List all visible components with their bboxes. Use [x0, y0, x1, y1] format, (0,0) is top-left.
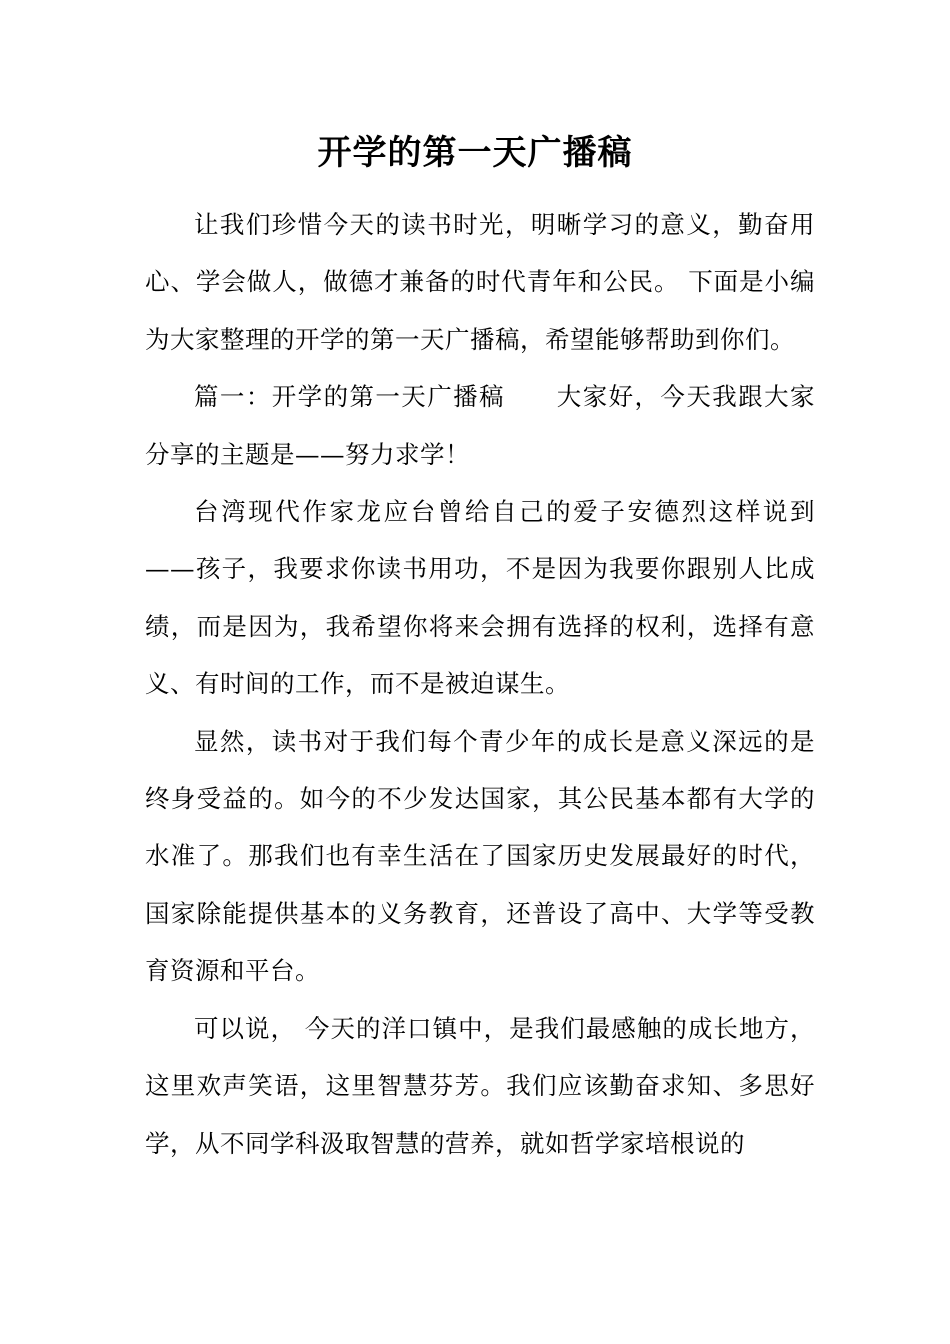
- paragraph-intro: 让我们珍惜今天的读书时光，明晰学习的意义，勤奋用心、学会做人，做德才兼备的时代青年和公民。 下面是小编为大家整理的开学的第一天广播稿，希望能够帮助到你们。: [145, 210, 815, 354]
- document-body: [145, 196, 815, 1172]
- paragraph-reading-meaning: 显然，读书对于我们每个青少年的成长是意义深远的是终身受益的。如今的不少发达国家，其公民基本都有大学的水准了。那我们也有幸生活在了国家历史发展最好的时代，国家除能提供基本的义务教育，还普设了高中、大学等受教育资源和平台。: [145, 726, 815, 986]
- paragraph-quote: 台湾现代作家龙应台曾给自己的爱子安德烈这样说到——孩子，我要求你读书用功，不是因为我要你跟别人比成绩，而是因为，我希望你将来会拥有选择的权利，选择有意义、有时间的工作，而不是被迫谋生。: [145, 497, 815, 699]
- paragraph-part-one: 篇一：开学的第一天广播稿 大家好，今天我跟大家分享的主题是——努力求学！: [145, 382, 815, 469]
- paragraph-school: 可以说， 今天的洋口镇中，是我们最感触的成长地方，这里欢声笑语，这里智慧芬芳。我们应该勤奋求知、多思好学，从不同学科汲取智慧的营养，就如哲学家培根说的: [145, 1013, 815, 1158]
- document-title: 开学的第一天广播稿: [317, 133, 633, 173]
